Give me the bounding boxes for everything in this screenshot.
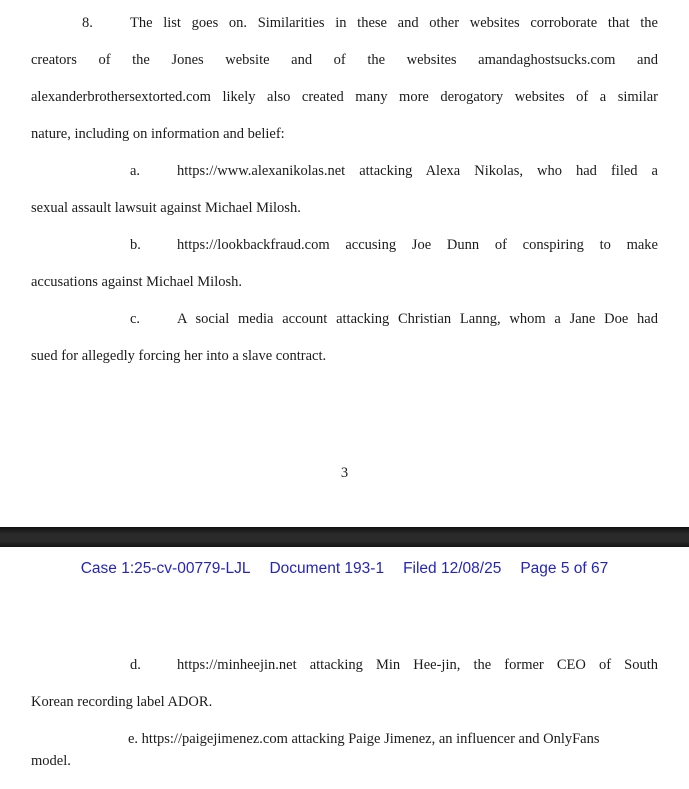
- paragraph-8-text: alexanderbrothersextorted.com likely also created many more derogatory websites of a similar: [31, 89, 658, 105]
- item-b-line-1: [31, 236, 658, 254]
- item-c-line-1: [31, 310, 658, 328]
- item-b-text: accusations against Michael Milosh.: [31, 274, 243, 290]
- item-c-marker: c.: [130, 311, 141, 327]
- page-number: 3: [340, 465, 349, 481]
- stamp-page-info: Page 5 of 67: [520, 560, 609, 577]
- item-a-text: sexual assault lawsuit against Michael Milosh.: [31, 200, 301, 216]
- item-a-line-2: [31, 199, 658, 217]
- paragraph-8-line-3: [31, 88, 658, 106]
- item-e-line-1: [31, 730, 658, 748]
- paragraph-8-line-4: [31, 125, 658, 143]
- item-d-marker: d.: [130, 657, 141, 673]
- item-a-text: https://www.alexanikolas.net attacking Alexa Nikolas, who had filed a: [177, 163, 658, 179]
- page-break-bar: [0, 527, 689, 547]
- item-b-marker: b.: [130, 237, 141, 253]
- item-d-text: https://minheejin.net attacking Min Hee-jin, the former CEO of South: [177, 657, 658, 673]
- paragraph-8-text: The list goes on. Similarities in these and other websites corroborate that the: [130, 15, 658, 31]
- stamp-document-number: Document 193-1: [269, 560, 385, 577]
- item-a-line-1: [31, 162, 658, 180]
- item-c-line-2: [31, 347, 658, 365]
- paragraph-8-line-2: [31, 51, 658, 69]
- item-e-line-2: [31, 752, 658, 770]
- stamp-case-number: Case 1:25-cv-00779-LJL: [80, 560, 251, 577]
- item-d-line-1: [31, 656, 658, 674]
- item-c-text: sued for allegedly forcing her into a slave contract.: [31, 348, 327, 364]
- item-b-text: https://lookbackfraud.com accusing Joe Dunn of conspiring to make: [177, 237, 658, 253]
- item-c-text: A social media account attacking Christian Lanng, whom a Jane Doe had: [177, 311, 658, 327]
- paragraph-8-line-1: [31, 14, 658, 32]
- item-e-text: e. https://paigejimenez.com attacking Paige Jimenez, an influencer and OnlyFans: [128, 731, 600, 747]
- item-d-line-2: [31, 693, 658, 711]
- filing-stamp: [0, 560, 689, 578]
- item-e-text: model.: [31, 753, 71, 769]
- item-a-marker: a.: [130, 163, 141, 179]
- stamp-filed-date: Filed 12/08/25: [403, 560, 502, 577]
- paragraph-8-text: creators of the Jones website and of the websites amandaghostsucks.com and: [31, 52, 658, 68]
- paragraph-8-text: nature, including on information and belief:: [31, 126, 285, 142]
- item-d-text: Korean recording label ADOR.: [31, 694, 213, 710]
- item-b-line-2: [31, 273, 658, 291]
- paragraph-8-number: 8.: [82, 15, 93, 31]
